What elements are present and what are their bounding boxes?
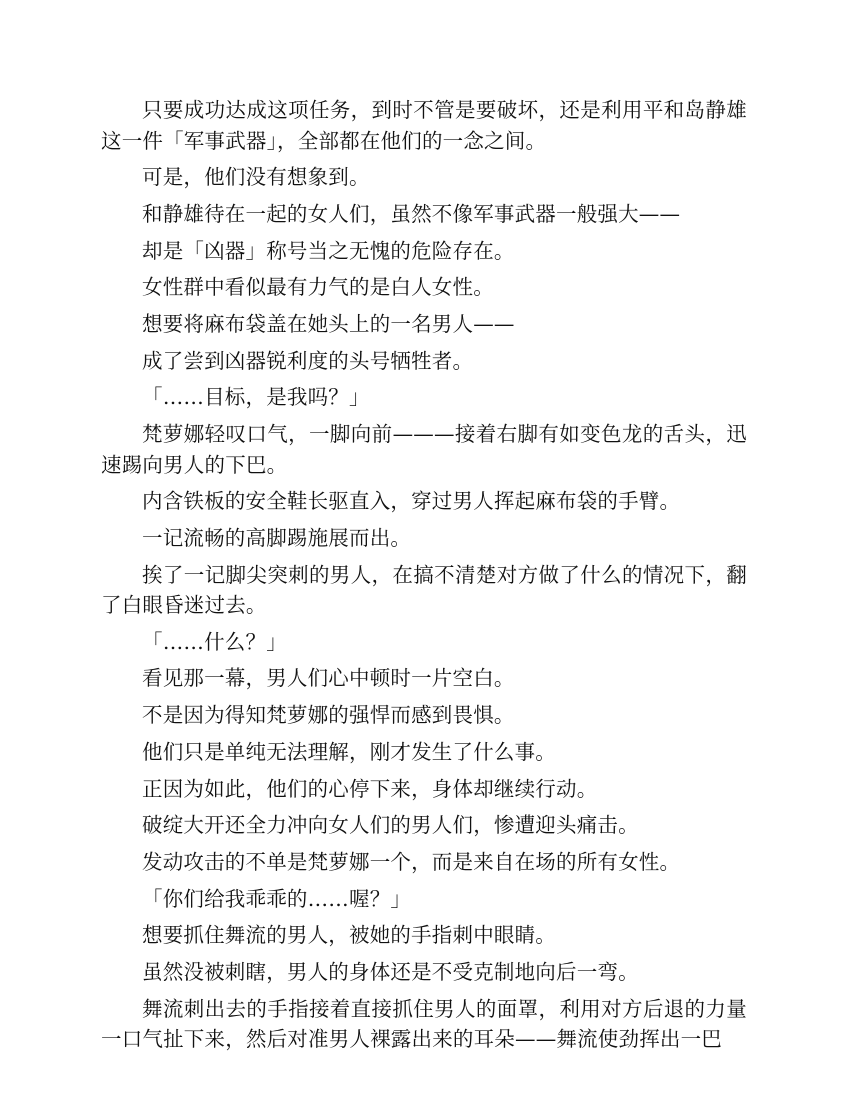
paragraph: 想要抓住舞流的男人，被她的手指刺中眼睛。 bbox=[142, 923, 556, 948]
paragraph: 一记流畅的高脚踢施展而出。 bbox=[142, 525, 412, 550]
paragraph: 虽然没被刺瞎，男人的身体还是不受克制地向后一弯。 bbox=[142, 959, 639, 984]
paragraph: 女性群中看似最有力气的是白人女性。 bbox=[142, 275, 494, 300]
paragraph: 和静雄待在一起的女人们，虽然不像军事武器一般强大—— bbox=[142, 201, 681, 226]
paragraph: 只要成功达成这项任务，到时不管是要破坏，还是利用平和岛静雄这一件「军事武器」，全部都在他们的一念之间。 bbox=[101, 98, 747, 153]
paragraph: 可是，他们没有想象到。 bbox=[142, 165, 370, 190]
paragraph: 「……什么？」 bbox=[142, 629, 287, 654]
paragraph: 看见那一幕，男人们心中顿时一片空白。 bbox=[142, 666, 515, 691]
paragraph: 挨了一记脚尖突刺的男人，在搞不清楚对方做了什么的情况下，翻了白眼昏迷过去。 bbox=[101, 562, 747, 618]
paragraph: 不是因为得知梵萝娜的强悍而感到畏惧。 bbox=[142, 703, 515, 728]
paragraph: 梵萝娜轻叹口气，一脚向前———接着右脚有如变色龙的舌头，迅速踢向男人的下巴。 bbox=[101, 422, 747, 477]
paragraph: 成了尝到凶器锐利度的头号牺牲者。 bbox=[142, 348, 474, 373]
paragraph: 正因为如此，他们的心停下来，身体却继续行动。 bbox=[142, 776, 598, 801]
paragraph: 却是「凶器」称号当之无愧的危险存在。 bbox=[142, 238, 515, 263]
paragraph: 发动攻击的不单是梵萝娜一个，而是来自在场的所有女性。 bbox=[142, 849, 681, 874]
paragraph: 「你们给我乖乖的……喔？」 bbox=[142, 886, 412, 911]
paragraph: 他们只是单纯无法理解，刚才发生了什么事。 bbox=[142, 739, 556, 764]
paragraph: 「……目标，是我吗？」 bbox=[142, 385, 370, 410]
paragraph: 破绽大开还全力冲向女人们的男人们，惨遭迎头痛击。 bbox=[142, 813, 639, 838]
paragraph: 舞流刺出去的手指接着直接抓住男人的面罩，利用对方后退的力量一口气扯下来，然后对准男人裸露出来的耳朵——舞流使劲挥出一巴 bbox=[101, 996, 747, 1052]
document-body bbox=[101, 95, 747, 1061]
paragraph: 内含铁板的安全鞋长驱直入，穿过男人挥起麻布袋的手臂。 bbox=[142, 489, 681, 514]
paragraph: 想要将麻布袋盖在她头上的一名男人—— bbox=[142, 311, 515, 336]
